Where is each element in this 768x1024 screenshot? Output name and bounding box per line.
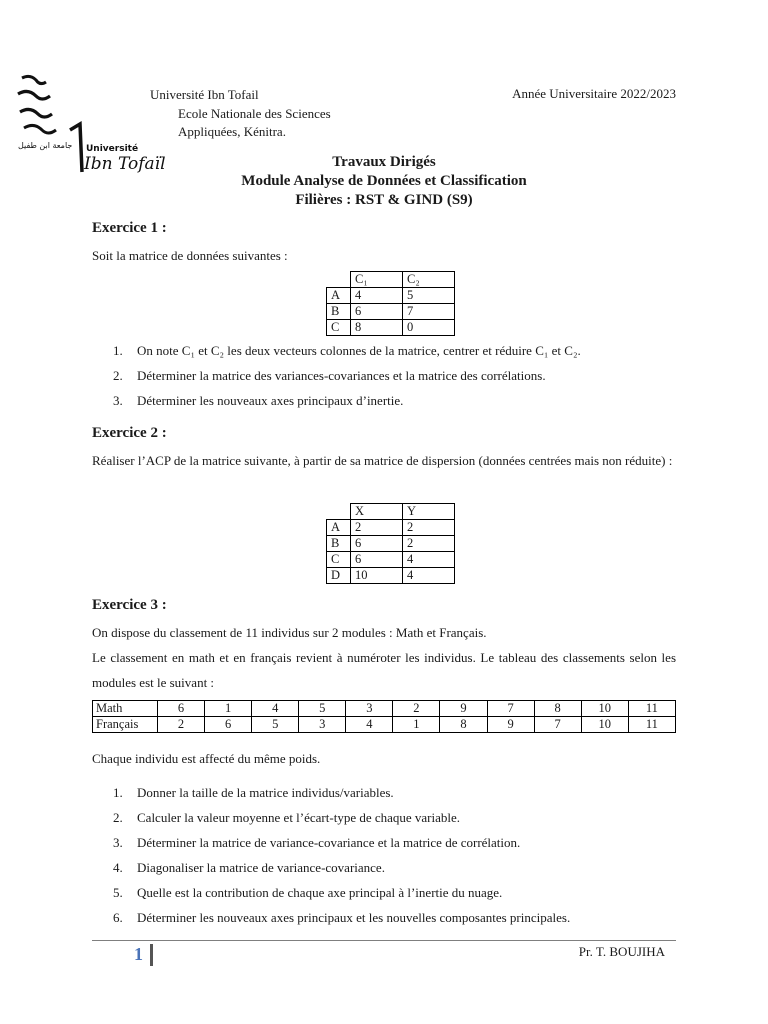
row-label: D bbox=[327, 568, 351, 584]
title-line-2: Module Analyse de Données et Classification bbox=[241, 173, 527, 189]
table-cell: 10 bbox=[581, 701, 628, 717]
table-header: C₂ bbox=[403, 272, 455, 288]
exercise-2-title: Exercice 2 : bbox=[92, 425, 167, 441]
table-cell: 6 bbox=[205, 717, 252, 733]
list-item: 3. Déterminer la matrice de variance-covariance et la matrice de corrélation. bbox=[113, 835, 521, 850]
logo-text-script: Ibn Tofaïl bbox=[84, 154, 166, 174]
table-cell: 2 bbox=[351, 520, 403, 536]
table-row bbox=[327, 304, 455, 320]
exercise-1-table bbox=[326, 271, 455, 336]
table-cell: 6 bbox=[158, 701, 205, 717]
table-cell: 2 bbox=[403, 520, 455, 536]
footer-divider bbox=[92, 940, 676, 941]
table-cell: 9 bbox=[487, 717, 534, 733]
page-number: 1 bbox=[134, 944, 143, 964]
table-cell: 11 bbox=[628, 717, 675, 733]
table-cell: 6 bbox=[351, 552, 403, 568]
table-cell: 8 bbox=[534, 701, 581, 717]
page-number-bar bbox=[150, 944, 153, 966]
list-item: 5. Quelle est la contribution de chaque axe principal à l’inertie du nuage. bbox=[113, 885, 503, 900]
table-cell: 8 bbox=[440, 717, 487, 733]
exercise-3-ranking-table bbox=[92, 700, 676, 733]
table-row bbox=[327, 320, 455, 336]
table-cell: 10 bbox=[351, 568, 403, 584]
table-cell: 1 bbox=[205, 701, 252, 717]
exercise-1-intro: Soit la matrice de données suivantes : bbox=[92, 248, 288, 263]
table-cell: 2 bbox=[158, 717, 205, 733]
exercise-2-intro: Réaliser l’ACP de la matrice suivante, à partir de sa matrice de dispersion (données centrées mais non réduite) : bbox=[92, 453, 673, 468]
row-label: B bbox=[327, 304, 351, 320]
table-cell: 4 bbox=[403, 568, 455, 584]
table-cell: 7 bbox=[487, 701, 534, 717]
exercise-3-intro-2: Le classement en math et en français revient à numéroter les individus. Le tableau des classements selon les modules est le suivant : bbox=[92, 650, 676, 690]
table-cell: 5 bbox=[299, 701, 346, 717]
list-item: 2. Calculer la valeur moyenne et l’écart-type de chaque variable. bbox=[113, 810, 461, 825]
row-label: C bbox=[327, 552, 351, 568]
exercise-1-title: Exercice 1 : bbox=[92, 220, 167, 236]
exercise-3-title: Exercice 3 : bbox=[92, 597, 167, 613]
logo-text-ar: جامعة ابن طفيل bbox=[18, 141, 73, 150]
title-line-1: Travaux Dirigés bbox=[332, 154, 436, 170]
table-row bbox=[93, 717, 676, 733]
row-label: Français bbox=[93, 717, 158, 733]
table-cell: 7 bbox=[403, 304, 455, 320]
row-label: C bbox=[327, 320, 351, 336]
school-place: Appliquées, Kénitra. bbox=[178, 124, 286, 139]
institution-header bbox=[150, 86, 331, 142]
table-cell: 3 bbox=[299, 717, 346, 733]
table-row bbox=[327, 288, 455, 304]
table-cell: 5 bbox=[403, 288, 455, 304]
table-cell: 7 bbox=[534, 717, 581, 733]
table-row bbox=[327, 520, 455, 536]
table-cell: 5 bbox=[252, 717, 299, 733]
school-name: Ecole Nationale des Sciences bbox=[178, 105, 331, 121]
table-cell: 8 bbox=[351, 320, 403, 336]
row-label: A bbox=[327, 520, 351, 536]
list-item: 3. Déterminer les nouveaux axes principaux d’inertie. bbox=[113, 393, 404, 408]
logo-text-fr: Université bbox=[86, 144, 139, 154]
table-cell: 4 bbox=[252, 701, 299, 717]
table-cell: 3 bbox=[346, 701, 393, 717]
row-label: A bbox=[327, 288, 351, 304]
table-cell: 1 bbox=[393, 717, 440, 733]
list-item: 6. Déterminer les nouveaux axes principaux et les nouvelles composantes principales. bbox=[113, 910, 571, 925]
list-item: 1. On note C₁ et C₂ les deux vecteurs colonnes de la matrice, centrer et réduire C₁ et C₂. bbox=[113, 343, 581, 358]
table-cell: 6 bbox=[351, 304, 403, 320]
table-cell: 10 bbox=[581, 717, 628, 733]
table-cell: 11 bbox=[628, 701, 675, 717]
table-cell: 4 bbox=[346, 717, 393, 733]
author-name: Pr. T. BOUJIHA bbox=[578, 944, 665, 959]
table-cell: 0 bbox=[403, 320, 455, 336]
row-label: B bbox=[327, 536, 351, 552]
table-cell: 2 bbox=[393, 701, 440, 717]
table-row bbox=[327, 552, 455, 568]
table-header: C₁ bbox=[351, 272, 403, 288]
exercise-3-questions bbox=[92, 780, 692, 930]
table-cell: 4 bbox=[351, 288, 403, 304]
table-header: X bbox=[351, 504, 403, 520]
table-row bbox=[93, 701, 676, 717]
list-item: 4. Diagonaliser la matrice de variance-covariance. bbox=[113, 860, 385, 875]
list-item: 1. Donner la taille de la matrice individus/variables. bbox=[113, 785, 394, 800]
table-cell: 2 bbox=[403, 536, 455, 552]
university-name: Université Ibn Tofail bbox=[150, 87, 259, 102]
title-line-3: Filières : RST & GIND (S9) bbox=[295, 192, 473, 208]
exercise-2-table bbox=[326, 503, 455, 584]
table-row bbox=[327, 568, 455, 584]
table-cell: 4 bbox=[403, 552, 455, 568]
row-label: Math bbox=[93, 701, 158, 717]
academic-year: Année Universitaire 2022/2023 bbox=[512, 86, 676, 101]
exercise-3-note: Chaque individu est affecté du même poids. bbox=[92, 751, 321, 766]
exercise-1-questions bbox=[92, 338, 692, 413]
table-cell: 6 bbox=[351, 536, 403, 552]
table-cell: 9 bbox=[440, 701, 487, 717]
table-row bbox=[327, 536, 455, 552]
list-item: 2. Déterminer la matrice des variances-covariances et la matrice des corrélations. bbox=[113, 368, 546, 383]
table-header: Y bbox=[403, 504, 455, 520]
exercise-3-intro-1: On dispose du classement de 11 individus sur 2 modules : Math et Français. bbox=[92, 625, 487, 640]
document-titles bbox=[0, 153, 768, 210]
